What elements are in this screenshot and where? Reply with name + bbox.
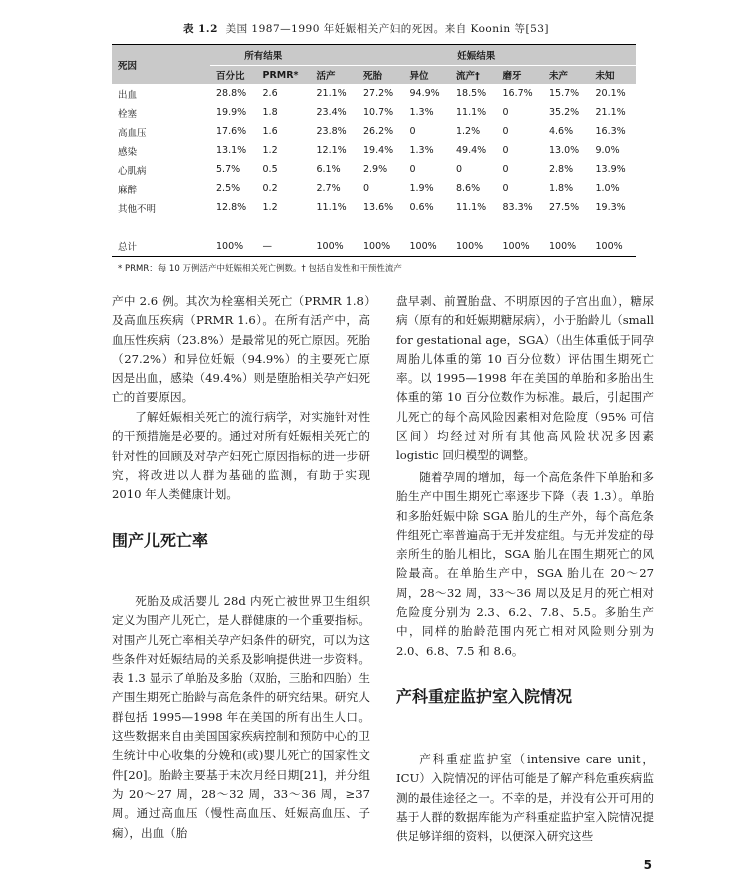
table-cell: 26.2% [362, 126, 394, 137]
table-cell: 0 [502, 145, 509, 156]
table-cell: 0 [455, 164, 463, 175]
table-cell: 23.8% [316, 126, 347, 137]
table-cell: 100% [357, 236, 404, 257]
table-cell: 19.9% [216, 107, 247, 118]
group-header-all: 所有结果 [210, 45, 310, 66]
row-label: 栓塞 [118, 108, 138, 120]
table-cell: 19.3% [595, 202, 626, 213]
table-body [112, 84, 636, 257]
total-row [112, 236, 636, 257]
left-paragraph-2: 了解妊娠相关死亡的流行病学，对实施针对性的干预措施是必要的。通过对所有妊娠相关死亡的针对性的回顾及对孕产妇死亡原因指标的进一步研究，将改进以人群为基础的监测，有助于实现 2010 年人类健康计划。 [112, 410, 370, 502]
table-cell: 19.4% [362, 145, 394, 156]
section-heading-perinatal: 围产儿死亡率 [112, 531, 209, 550]
table-cell: 21.1% [595, 107, 626, 118]
table-cell: 2.9% [362, 164, 388, 175]
right-paragraph-2: 随着孕周的增加，每一个高危条件下单胎和多胎生产中围生期死亡率逐步下降（表 1.3）。单胎和多胎妊娠中除 SGA 胎儿的生产外，每个高危条件组死亡率普遍高于无并发症组。与无并发症的母亲所生的胎儿相比，SGA 胎儿在围生期死亡的风险最高。在单胎生产中，SGA 胎儿在 20～27 周，28～32 周，33～36 周以及足月的死亡相对危险度分别为 2.3、6.2、7.8、5.5。多胎生产中，同样的胎龄范围内死亡相对风险则分别为 2.0、6.8、7.5 和 8.6。 [396, 470, 654, 658]
row-label: 麻醉 [118, 184, 138, 196]
table-cell: 0 [502, 107, 509, 118]
caption-text: 美国 1987—1990 年妊娠相关产妇的死因。来自 Koonin 等[53] [225, 23, 550, 35]
table-cell: 100% [589, 236, 636, 257]
table-cell: 12.1% [316, 145, 347, 156]
table-cell: 0 [502, 164, 509, 175]
section-heading-icu: 产科重症监护室入院情况 [396, 687, 573, 706]
table-row [112, 84, 636, 103]
table-cell: 0 [362, 183, 370, 194]
table-cell: 1.8% [548, 183, 574, 194]
table-cell: 15.7% [548, 88, 580, 99]
table-cell: 6.1% [316, 164, 341, 175]
table-cell: 28.8% [216, 88, 247, 99]
row-label: 心肌病 [118, 165, 147, 177]
table-cell: 17.6% [216, 126, 247, 137]
right-paragraph-3: 产科重症监护室（intensive care unit，ICU）入院情况的评估可能是了解产科危重疾病监测的最佳途径之一。不幸的是，并没有公开可用的基于人群的数据库能为产科重症监护室入院情况提供足够详细的资料，以便深入研究这些 [396, 752, 654, 844]
table-cell: 100% [496, 236, 543, 257]
col-header: 磨牙 [496, 66, 543, 85]
left-paragraph-3: 死胎及成活婴儿 28d 内死亡被世界卫生组织定义为围产儿死亡，是人群健康的一个重要指标。对围产儿死亡率相关孕产妇条件的研究，可以为这些条件对妊娠结局的关系及影响提供进一步资料。表 1.3 显示了单胎及多胎（双胎，三胎和四胎）生产围生期死亡胎龄与高危条件的研究结果。研究人群包括 1995—1998 年在美国的所有出生人口。这些数据来自由美国国家疾病控制和预防中心的卫生统计中心收集的分娩和(或)婴儿死亡的国家性文件[20]。胎龄主要基于末次月经日期[21]，并分组为 20～27 周，28～32 周，33～36 周，≥37 周。通过高血压（慢性高血压、妊娠高血压、子痫），出血（胎 [112, 594, 370, 840]
table-cell: 1.9% [409, 183, 434, 194]
death-cause-table [112, 44, 636, 257]
table-cell: 2.6 [262, 88, 278, 99]
table-cell: 20.1% [595, 88, 626, 99]
table-cell: 1.0% [595, 183, 620, 194]
table-cell: 100% [543, 236, 590, 257]
table-cell: 49.4% [455, 145, 487, 156]
table-cell: 0 [409, 164, 416, 175]
table-cell: 100% [450, 236, 497, 257]
table-cell: 10.7% [362, 107, 394, 118]
table-row [112, 179, 636, 198]
col-header: 百分比 [210, 66, 257, 85]
spacer-row [112, 217, 636, 236]
table-cell: 94.9% [409, 88, 440, 99]
table-cell: 18.5% [455, 88, 487, 99]
table-row [112, 141, 636, 160]
row-label: 出血 [118, 89, 138, 101]
table-cell: 23.4% [316, 107, 347, 118]
table-row [112, 103, 636, 122]
row-label: 高血压 [118, 127, 147, 139]
col-header: 未产 [543, 66, 590, 85]
table-cell: 100% [403, 236, 450, 257]
table-cell: 13.6% [362, 202, 394, 213]
table-cell: 0.2 [262, 183, 278, 194]
table-cell: 0 [502, 183, 509, 194]
right-paragraph-1: 盘早剥、前置胎盘、不明原因的子宫出血），糖尿病（原有的和妊娠期糖尿病），小于胎龄儿（small for gestational age，SGA）（出生体重低于同孕周胎儿体重的第 10 百分位数）评估围生期死亡率。以 1995—1998 年在美国的单胎和多胎出生体重的第 10 百分位数作为标准。最后，引起围产儿死亡的每个高风险因素相对危险度（95% 可信区间）均经过对所有其他高风险状况多因素 logistic 回归模型的调整。 [396, 294, 654, 463]
table-caption [0, 21, 732, 36]
table-cell: 0.5 [262, 164, 278, 175]
table-cell: 13.0% [548, 145, 580, 156]
table-row [112, 160, 636, 179]
table-cell: 8.6% [455, 183, 481, 194]
caption-label: 表 1.2 [182, 23, 218, 35]
page-number: 5 [643, 858, 652, 872]
table-cell: 35.2% [548, 107, 580, 118]
table-cell: 1.3% [409, 107, 434, 118]
group-header-pregnancy: 妊娠结果 [310, 45, 636, 66]
table-cell: 13.1% [216, 145, 247, 156]
table-cell: 27.2% [362, 88, 394, 99]
table-cell: 11.1% [316, 202, 347, 213]
table-cell: 9.0% [595, 145, 620, 156]
row-label: 感染 [118, 146, 138, 158]
table-cell: 83.3% [502, 202, 533, 213]
table-cell: 0 [409, 126, 416, 137]
table-header-row-1 [112, 45, 636, 66]
table-row [112, 198, 636, 217]
col-header: 异位 [403, 66, 450, 85]
table-cell: 2.8% [548, 164, 574, 175]
table-cell: 2.5% [216, 183, 241, 194]
table-cell: 0 [502, 126, 509, 137]
col-header: 死胎 [357, 66, 404, 85]
table-cell: 100% [210, 236, 257, 257]
table-cell: 11.1% [455, 107, 487, 118]
table-cell: — [257, 236, 311, 257]
row-label: 其他不明 [118, 203, 157, 215]
table-cell: 21.1% [316, 88, 347, 99]
table-cell: 1.3% [409, 145, 434, 156]
table-cell: 1.6 [262, 126, 278, 137]
table-footnote: * PRMR：每 10 万例活产中妊娠相关死亡例数。† 包括自发性和干预性流产 [118, 264, 402, 274]
col-header: PRMR* [257, 66, 311, 85]
table-cell: 4.6% [548, 126, 574, 137]
col-header: 活产 [310, 66, 357, 85]
table-cell: 27.5% [548, 202, 580, 213]
table-cell: 1.2 [262, 145, 278, 156]
table-cell: 16.3% [595, 126, 626, 137]
table-cell: 100% [310, 236, 357, 257]
table-cell: 13.9% [595, 164, 626, 175]
table-cell: 16.7% [502, 88, 533, 99]
table-row [112, 122, 636, 141]
table-cell: 0.6% [409, 202, 434, 213]
col-header: 流产† [450, 66, 497, 85]
table-cell: 5.7% [216, 164, 241, 175]
table-cell: 2.7% [316, 183, 341, 194]
corner-header: 死因 [112, 45, 210, 85]
table-cell: 11.1% [455, 202, 487, 213]
row-label: 总计 [112, 236, 210, 257]
col-header: 未知 [589, 66, 636, 85]
table-cell: 12.8% [216, 202, 247, 213]
table-cell: 1.2% [455, 126, 481, 137]
table-cell: 1.2 [262, 202, 278, 213]
table-cell: 1.8 [262, 107, 278, 118]
left-paragraph-1: 产中 2.6 例。其次为栓塞相关死亡（PRMR 1.8）及高血压疾病（PRMR 1.6）。在所有活产中，高血压性疾病（23.8%）是最常见的死亡原因。死胎（27.2%）和异位妊娠（94.9%）的主要死亡原因是出血，感染（49.4%）则是堕胎相关孕产妇死亡的首要原因。 [112, 294, 370, 405]
